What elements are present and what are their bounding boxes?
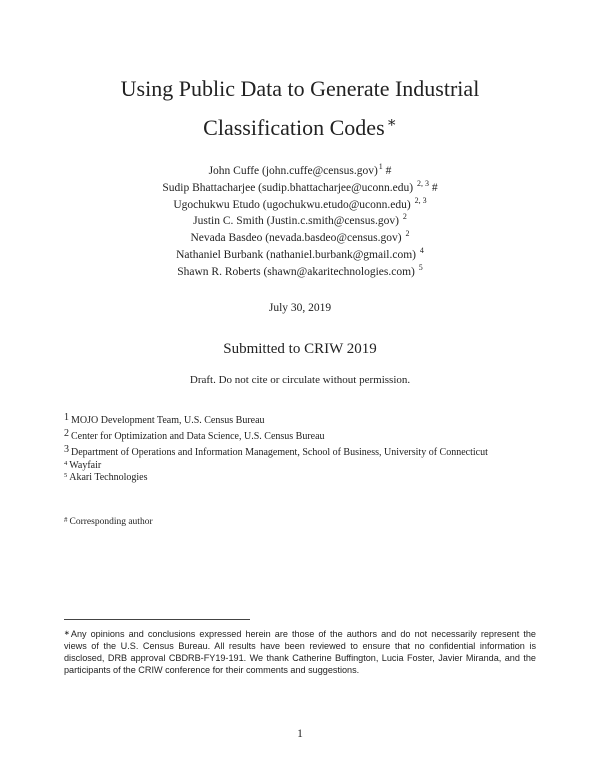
author-line <box>0 230 600 247</box>
title-footnote <box>64 628 536 676</box>
affiliation-text: Center for Optimization and Data Science, U.S. Census Bureau <box>71 431 325 442</box>
footnote-mark: ∗ <box>64 630 70 637</box>
author-line <box>0 247 600 264</box>
author-line <box>0 197 600 214</box>
corresponding-author-note <box>64 516 153 527</box>
affiliation-number: 4 <box>64 460 68 467</box>
corresponding-text: Corresponding author <box>69 517 153 527</box>
author-line <box>0 163 600 180</box>
affiliation-text: MOJO Development Team, U.S. Census Bureau <box>71 415 265 426</box>
affiliation-number: 1 <box>64 412 69 423</box>
affiliation-item <box>64 458 544 470</box>
paper-date: July 30, 2019 <box>268 302 332 314</box>
affiliation-text: Department of Operations and Information Management, School of Business, University of Connecticut <box>71 447 488 458</box>
author-affiliation-sup: 5 <box>418 262 423 272</box>
author-list <box>0 163 600 281</box>
author-affiliation-sup: 2, 3 <box>414 195 427 205</box>
author-affiliation-sup: 1 <box>378 162 383 171</box>
affiliation-number: 3 <box>64 444 69 455</box>
affiliation-item <box>64 470 544 482</box>
paper-title <box>0 72 600 145</box>
affiliation-number: 2 <box>64 428 69 439</box>
corresponding-mark: # <box>64 516 68 524</box>
submission-note: Submitted to CRIW 2019 <box>223 341 377 357</box>
footnote-divider <box>64 619 250 620</box>
author-suffix: # <box>428 181 438 194</box>
author-affiliation-sup: 2 <box>405 229 410 239</box>
author-line <box>0 213 600 230</box>
page-number: 1 <box>297 728 303 740</box>
author-text: Ugochukwu Etudo (ugochukwu.etudo@uconn.edu) <box>173 198 411 211</box>
affiliation-list <box>64 410 544 482</box>
author-text: John Cuffe (john.cuffe@census.gov) <box>208 165 378 177</box>
author-text: Nevada Basdeo (nevada.basdeo@census.gov) <box>190 232 402 245</box>
author-suffix: # <box>382 165 392 177</box>
author-text: Justin C. Smith (Justin.c.smith@census.gov) <box>193 215 399 228</box>
author-affiliation-sup: 2 <box>402 212 407 222</box>
title-footnote-mark: ∗ <box>386 115 397 131</box>
author-affiliation-sup: 4 <box>419 245 424 255</box>
author-text: Nathaniel Burbank (nathaniel.burbank@gmail.com) <box>176 248 416 261</box>
affiliation-item <box>64 410 544 426</box>
title-line-2-text: Classification Codes <box>203 115 385 140</box>
title-line-1: Using Public Data to Generate Industrial <box>120 76 480 101</box>
draft-notice: Draft. Do not cite or circulate without permission. <box>189 374 411 386</box>
author-text: Sudip Bhattacharjee (sudip.bhattacharjee@uconn.edu) <box>162 181 414 194</box>
author-text: Shawn R. Roberts (shawn@akaritechnologies.com) <box>177 265 415 278</box>
footnote-text: Any opinions and conclusions expressed herein are those of the authors and do not necessarily represent the views of the U.S. Census Bureau. All results have been reviewed to ensure that no confidential information is disclosed, DRB approval CBDRB-FY19-191. We thank Catherine Buffington, Lucia Foster, Javier Miranda, and the participants of the CRIW conference for their comments and suggestions. <box>64 629 536 676</box>
author-affiliation-sup: 2, 3 <box>416 178 429 188</box>
author-line <box>0 264 600 281</box>
affiliation-number: 5 <box>64 472 68 479</box>
author-line <box>0 180 600 197</box>
affiliation-text: Akari Technologies <box>69 472 148 483</box>
affiliation-text: Wayfair <box>69 460 102 471</box>
title-line-2 <box>0 106 600 145</box>
affiliation-item <box>64 442 544 458</box>
affiliation-item <box>64 426 544 442</box>
